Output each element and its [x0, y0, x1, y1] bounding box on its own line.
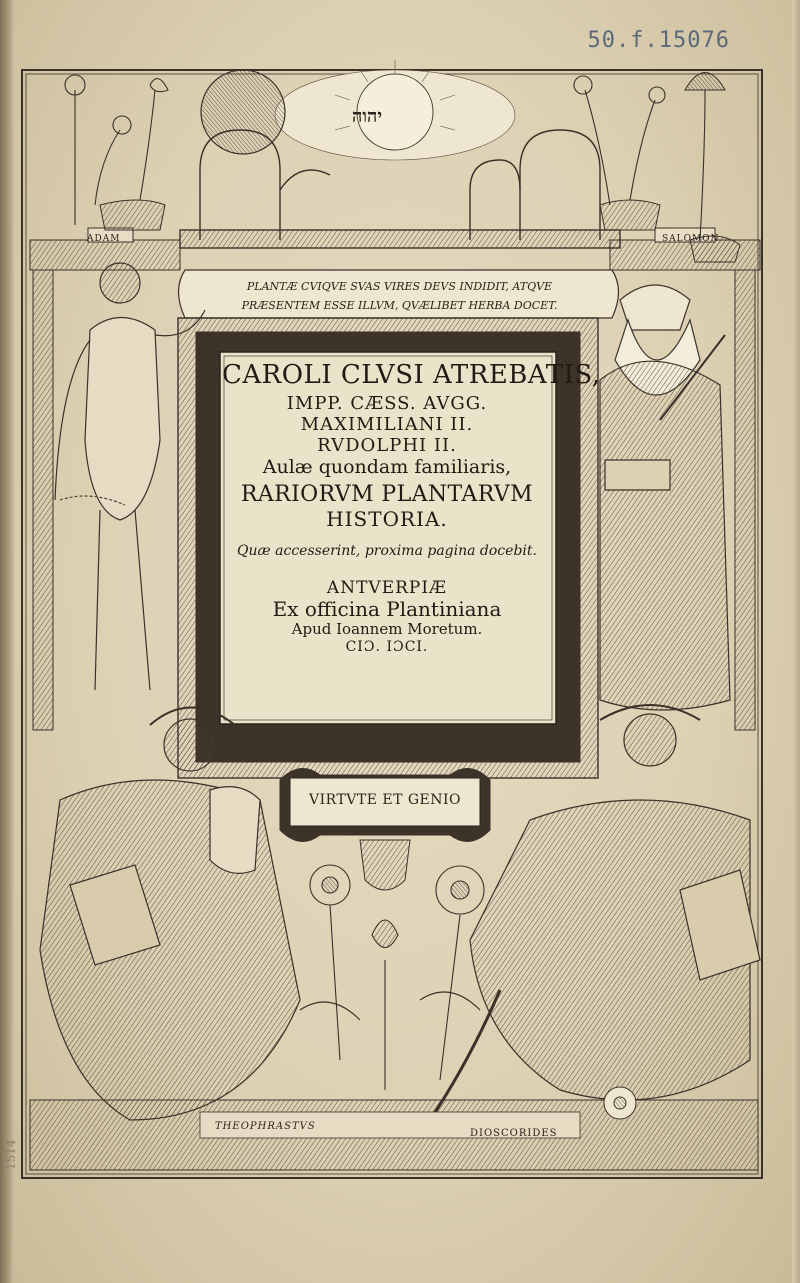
divine-name: יהוה: [352, 106, 383, 127]
imprint-printer: Apud Ioannem Moretum.: [291, 620, 483, 639]
margin-note: 1514: [4, 1139, 18, 1170]
motto-line-1: PLANTÆ CVIQVE SVAS VIRES DEVS INDIDIT, ATQVE: [246, 280, 553, 293]
motto-line-2: PRÆSENTEM ESSE ILLVM, QVÆLIBET HERBA DOCET.: [241, 299, 558, 312]
court-line: Aulæ quondam familiaris,: [262, 456, 512, 479]
imperial-line: IMPP. CÆSS. AVGG.: [286, 392, 488, 414]
contents-note: Quæ accesserint, proxima pagina docebit.: [237, 543, 537, 560]
imprint-press: Ex officina Plantiniana: [272, 596, 502, 621]
work-title: RARIORVM PLANTARVM: [240, 481, 534, 507]
emperor-rudolph-line: RVDOLPHI II.: [317, 435, 457, 457]
center-flowers: [300, 865, 484, 1090]
cartouche-motto: VIRTVTE ET GENIO: [308, 792, 462, 808]
historia-title: HISTORIA.: [326, 506, 448, 531]
shelfmark-stamp: 50.f.15076: [587, 28, 730, 53]
emperor-maximilian-line: MAXIMILIANI II.: [300, 413, 474, 435]
author-line: CAROLI CLVSI ATREBATIS,: [222, 360, 601, 390]
celestial-sphere: [201, 70, 285, 154]
sun-glory: [275, 60, 515, 160]
dioscorides-label: DIOSCORIDES: [470, 1128, 558, 1139]
adam-label: ADAM: [87, 234, 121, 244]
title-block: [222, 360, 601, 656]
imprint-year: CIƆ. IƆCI.: [345, 639, 429, 656]
imprint-place: ANTVERPIÆ: [326, 577, 448, 598]
theophrastus-label: THEOPHRASTVS: [215, 1121, 316, 1132]
virtute-cartouche: [280, 769, 490, 890]
solomon-figure: [600, 285, 730, 710]
rose-flower: [604, 1087, 636, 1119]
solomon-label: SALOMON: [662, 234, 720, 244]
